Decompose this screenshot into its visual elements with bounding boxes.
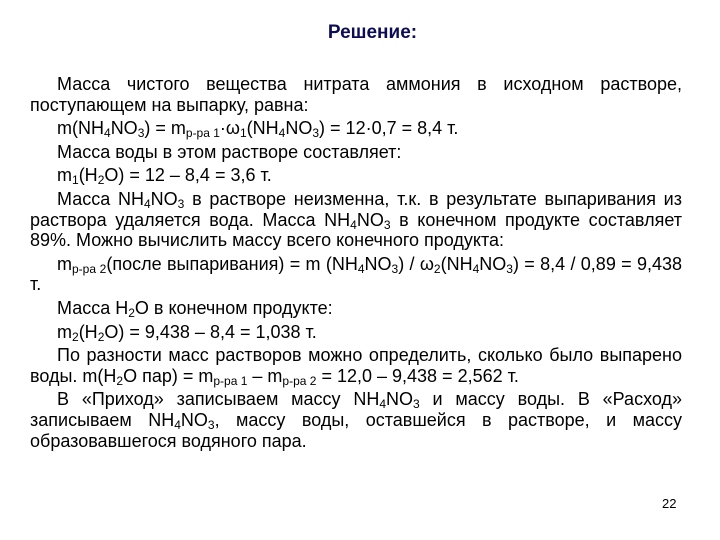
formula-final-mass: $m_{р-ра 2}(после$ выпаривания) = m $(NH_4NO_3) / \omega_2(NH_4NO_3) = 8,4 / 0,89 = 9,438$ т. [30, 253, 683, 295]
paragraph-income-expense: В «Приход» записываем массу $NH_4NO_3$ и массу воды. В «Расход» записываем $NH_4NO_3$, массу воды, оставшейся в растворе, и массу образовавшегося водяного пара. [30, 389, 682, 451]
paragraph-evaporated-water: По разности масс растворов можно определить, сколько было выпарено воды. $m(H_2O$ $пар) = m_{р-ра 1} - m_{р-ра 2} = 12,0 - 9,438 = 2,562$ т. [30, 345, 682, 388]
paragraph-water-mass: Масса воды в этом растворе составляет: [57, 141, 402, 162]
paragraph-initial-mass: Масса чистого вещества нитрата аммония в исходном растворе, поступающем на выпарку, равна: [30, 74, 682, 115]
formula-water-in-product: $m_2(H_2O) = 9,438 - 8,4 = 1,038$ т. [57, 321, 317, 344]
page-title: Решение: [327, 22, 418, 43]
formula-water-mass: $m_1(H_2O) = 12 - 8,4 = 3,6$ т. [57, 165, 272, 188]
formula-nh4no3-mass: $m(NH_4NO_3) = m_{р-ра 1}\cdot\omega_1(NH_4NO_3) = 12\cdot 0,7 = 8,4$ т. [57, 118, 459, 141]
solution-body [30, 74, 682, 451]
paragraph-final-product: Масса $NH_4NO_3$ в растворе неизменна, т.к. в результате выпаривания из раствора удаляется вода. Масса $NH_4NO_3$ в конечном продукте составляет 89%. Можно вычислить массу всего конечного продукта: [30, 188, 682, 251]
paragraph-water-in-product: Масса $H_2O$ в конечном продукте: [57, 297, 333, 320]
page-number: 22 [662, 496, 677, 511]
